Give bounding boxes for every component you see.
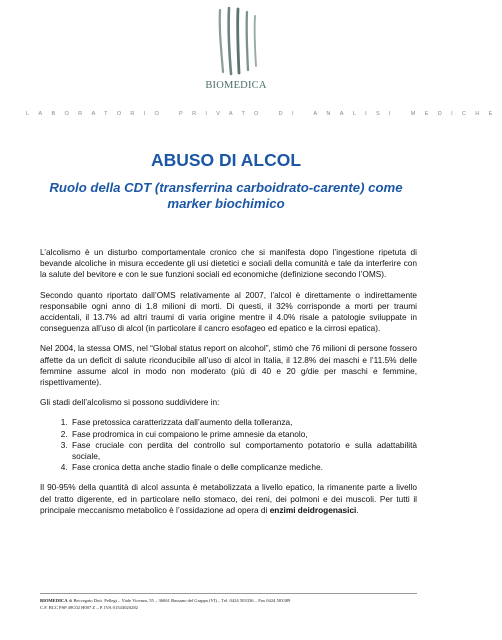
footer-line-2: C.F. BCC PSP 49C02 H007 Z – P. IVA 01543020282 bbox=[40, 605, 138, 610]
list-item: 1. Fase pretossica caratterizzata dall’aumento della tolleranza, bbox=[70, 417, 417, 428]
paragraph-statistics: Secondo quanto riportato dall’OMS relativamente al 2007, l’alcol è direttamente o indirettamente responsabile ogni anno di 1.8 milioni di morti. Di questi, il 32% corrisponde a morti per traumi accidentali, il 13.7% ad altri traumi di varia origine mentre il 4.0% risale a patologie sviluppate in conseguenza all’uso di alcol (in particolare il cancro esofageo ed epatico e la cirrosi epatica). bbox=[40, 289, 417, 334]
document-body bbox=[40, 247, 417, 525]
paragraph-stages-intro: Gli stadi dell’alcolismo si possono suddividere in: bbox=[40, 397, 220, 408]
footer-divider bbox=[40, 593, 417, 594]
page-subtitle: Ruolo della CDT (transferrina carboidrato-carente) come marker biochimico bbox=[49, 180, 403, 211]
footer bbox=[40, 597, 422, 611]
list-item: 3. Fase cruciale con perdita del controllo sul comportamento potatorio e sulla adattabilità sociale, bbox=[70, 440, 417, 462]
logo-text: BIOMEDICA bbox=[205, 80, 267, 91]
paragraph-global-report: Nel 2004, la stessa OMS, nel “Global status report on alcohol”, stimò che 76 milioni di persone fossero affette da un deficit di salute riconducibile all’uso di alcol in Italia, il 12.8% dei maschi e l’11.5% delle femmine assume alcol in modo non moderato (più di 40 e 20 g/die per maschi e femmine, rispettivamente). bbox=[40, 343, 417, 388]
enzymes-bold-text: enzimi deidrogenasici bbox=[269, 504, 357, 515]
logo-strokes-icon bbox=[196, 6, 276, 80]
biomedica-logo bbox=[196, 6, 276, 98]
metabolism-text: Il 90-95% della quantità di alcol assunta è metabolizzata a livello epatico, la rimanente parte a livello del tratto digerente, ed in particolare nello stomaco, dei reni, dei polmoni e dei muscoli. Per tutti il principale meccanismo metabolico è l’ossidazione ad opera di bbox=[40, 482, 417, 515]
paragraph-definition: L’alcolismo è un disturbo comportamentale cronico che si manifesta dopo l’ingestione ripetuta di bevande alcoliche in misura eccedente gli usi dietetici e sociali della comunità e tale da interferire con la salute del bevitore e con le sue funzioni sociali ed economiche (definizione secondo l’OMS). bbox=[40, 247, 417, 280]
paragraph-metabolism bbox=[40, 482, 417, 516]
footer-address: di Beccegato Dott. Pellegi – Viale Vicenza, 55 – 36061 Bassano del Grappa (VI) – Tel. 0424 503336 – Fax 0424 503389 bbox=[67, 598, 291, 603]
stages-list bbox=[40, 417, 417, 473]
footer-company: BIOMEDICA bbox=[40, 598, 68, 603]
list-item: 2. Fase prodromica in cui compaiono le prime amnesie da etanolo, bbox=[70, 429, 417, 440]
page-title: ABUSO DI ALCOL bbox=[150, 150, 302, 170]
tagline: LABORATORIO PRIVATO DI ANALISI MEDICHE bbox=[26, 111, 502, 117]
metabolism-end: . bbox=[356, 504, 359, 515]
list-item: 4. Fase cronica detta anche stadio finale o delle complicanze mediche. bbox=[70, 462, 417, 473]
footer-line-1 bbox=[40, 597, 422, 604]
